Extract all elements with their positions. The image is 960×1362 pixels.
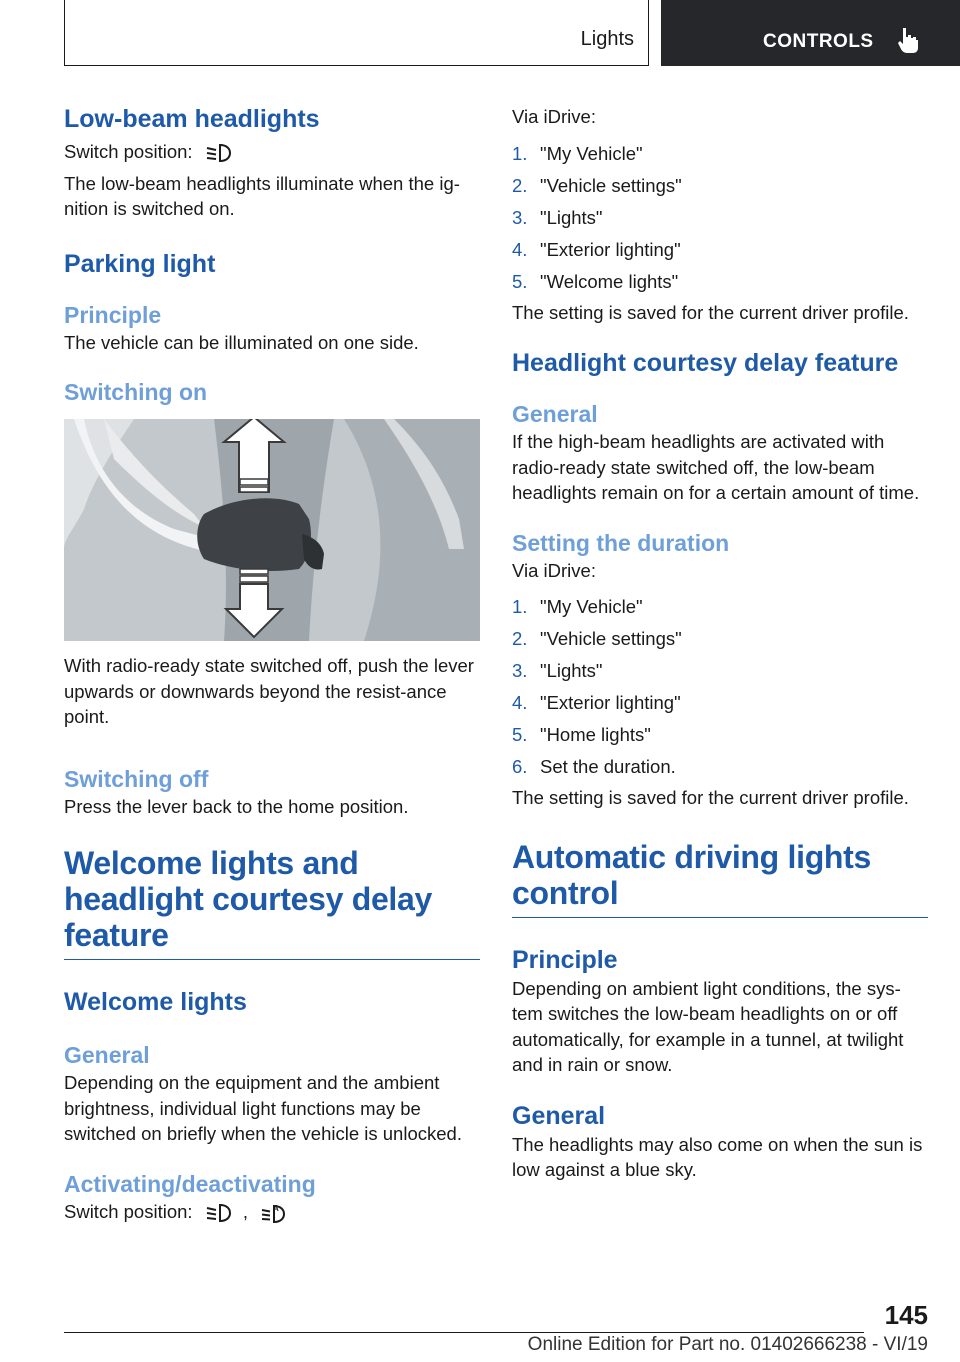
switching-off-text: Press the lever back to the home position.	[64, 795, 409, 817]
auto-general-text: The headlights may also come on when the sun is low against a blue sky.	[512, 1133, 923, 1180]
welcome-steps-list	[512, 138, 928, 298]
automatic-lights-icon	[259, 1202, 287, 1224]
switching-off-heading: Switching off	[64, 765, 209, 792]
courtesy-heading: Headlight courtesy delay feature	[512, 349, 899, 377]
step-text: "Vehicle settings"	[540, 174, 682, 196]
step-text: "My Vehicle"	[540, 142, 643, 164]
edition-text: Online Edition for Part no. 01402666238 - VI/19	[527, 1334, 928, 1355]
pointing-hand-icon	[896, 26, 920, 54]
svg-text:A: A	[273, 1203, 279, 1213]
step-text: "Vehicle settings"	[540, 628, 682, 649]
auto-principle-text: Depending on ambient light conditions, the sys-tem switches the low-beam headlights on or off automatically, for example in a tunnel, at twilight and in rain or snow.	[512, 977, 904, 1075]
step-text: "Home lights"	[540, 724, 651, 745]
list-item	[512, 687, 928, 719]
page-number: 145	[884, 1300, 928, 1330]
step-text: "Lights"	[540, 660, 603, 681]
saved-text-1: The setting is saved for the current driver profile.	[512, 301, 909, 323]
step-number: 1.	[512, 596, 528, 617]
low-beam-icon	[204, 142, 232, 164]
welcome-chapter-heading: Welcome lights and headlight courtesy delay feature	[64, 845, 480, 960]
footer-divider	[64, 1332, 864, 1333]
switching-on-text: With radio-ready state switched off, push the lever upwards or downwards beyond the resist-ance point.	[64, 655, 474, 727]
auto-general-heading: General	[512, 1101, 606, 1130]
welcome-general-heading: General	[64, 1042, 150, 1068]
automatic-lights-heading: Automatic driving lights control	[512, 839, 928, 918]
step-number: 4.	[512, 692, 528, 713]
section-tab	[64, 0, 649, 66]
list-item	[512, 202, 928, 234]
list-item	[512, 138, 928, 170]
list-item	[512, 655, 928, 687]
step-text: "My Vehicle"	[540, 596, 643, 617]
section-title: Lights	[580, 28, 634, 50]
step-text: "Welcome lights"	[540, 270, 679, 292]
switching-on-heading: Switching on	[64, 379, 208, 405]
chapter-title: CONTROLS	[763, 31, 874, 52]
lever-drawing	[64, 419, 480, 641]
list-item	[512, 623, 928, 655]
low-beam-icon	[204, 1202, 232, 1224]
welcome-lights-heading: Welcome lights	[64, 988, 247, 1016]
parking-principle-heading: Principle	[64, 301, 162, 328]
courtesy-general-heading: General	[512, 401, 598, 427]
list-item	[512, 234, 928, 266]
saved-text-2: The setting is saved for the current driver profile.	[512, 787, 909, 808]
step-number: 4.	[512, 238, 528, 260]
step-number: 5.	[512, 270, 528, 292]
duration-steps-list	[512, 591, 928, 783]
step-number: 3.	[512, 660, 528, 681]
activating-switch-line: Switch position: , A	[64, 1199, 480, 1225]
low-beam-heading: Low-beam headlights	[64, 105, 320, 133]
step-number: 6.	[512, 756, 528, 777]
step-text: "Exterior lighting"	[540, 238, 681, 260]
list-item	[512, 591, 928, 623]
right-column	[512, 102, 928, 1183]
duration-heading: Setting the duration	[512, 529, 730, 556]
step-number: 2.	[512, 174, 528, 196]
via-idrive-2: Via iDrive:	[512, 559, 596, 581]
parking-light-heading: Parking light	[64, 249, 216, 278]
step-number: 5.	[512, 724, 528, 745]
low-beam-switch-line: Switch position:	[64, 139, 480, 165]
step-text: "Exterior lighting"	[540, 692, 681, 713]
page-header	[64, 0, 960, 66]
step-number: 3.	[512, 206, 528, 228]
lever-illustration	[64, 419, 480, 641]
step-number: 1.	[512, 142, 528, 164]
chapter-tab	[661, 0, 960, 66]
courtesy-general-text: If the high-beam headlights are activated with radio-ready state switched off, the low-beam headlights remain on for a certain amount of time.	[512, 431, 920, 503]
list-item	[512, 719, 928, 751]
list-item	[512, 751, 928, 783]
auto-principle-heading: Principle	[512, 945, 618, 974]
list-item	[512, 266, 928, 298]
parking-principle-text: The vehicle can be illuminated on one side.	[64, 331, 419, 353]
welcome-general-text: Depending on the equipment and the ambient brightness, individual light functions may be switched on briefly when the vehicle is unlocked.	[64, 1072, 462, 1144]
step-number: 2.	[512, 628, 528, 649]
via-idrive-1: Via iDrive:	[512, 106, 596, 127]
list-item	[512, 170, 928, 202]
step-text: "Lights"	[540, 206, 603, 228]
left-column	[64, 102, 480, 1224]
step-text: Set the duration.	[540, 756, 676, 777]
activating-heading: Activating/deactivating	[64, 1170, 316, 1197]
low-beam-text: The low-beam headlights illuminate when the ig-nition is switched on.	[64, 172, 460, 219]
